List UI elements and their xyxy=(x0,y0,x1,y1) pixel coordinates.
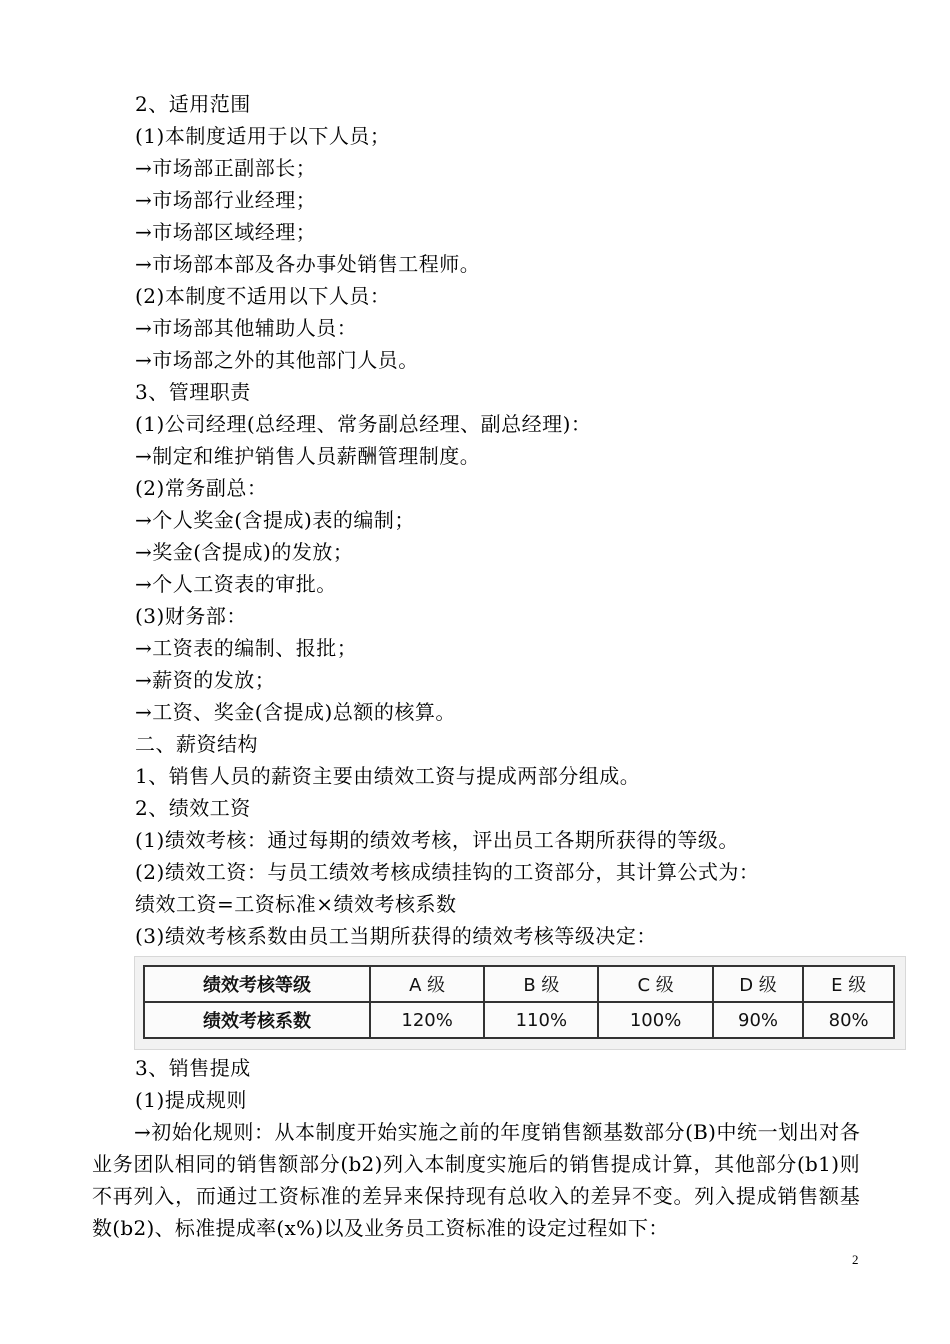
text-line: (1)绩效考核：通过每期的绩效考核，评出员工各期所获得的等级。 xyxy=(135,828,739,852)
grade-table-image xyxy=(134,956,906,1050)
table-row xyxy=(144,966,894,1002)
table-cell: 绩效考核系数 xyxy=(144,1002,370,1038)
table-cell: A 级 xyxy=(370,966,484,1002)
bullet-line: →市场部行业经理； xyxy=(135,188,317,212)
formula-line: 绩效工资=工资标准×绩效考核系数 xyxy=(135,892,457,916)
bullet-line: →个人奖金(含提成)表的编制； xyxy=(135,508,415,532)
text-line: (1)提成规则 xyxy=(135,1088,247,1112)
chapter-heading: 二、薪资结构 xyxy=(135,732,258,756)
bullet-line: →制定和维护销售人员薪酬管理制度。 xyxy=(135,444,481,468)
table-cell: 110% xyxy=(484,1002,598,1038)
text-line: (2)本制度不适用以下人员： xyxy=(135,284,391,308)
table-cell: C 级 xyxy=(598,966,712,1002)
bullet-line: →市场部本部及各办事处销售工程师。 xyxy=(135,252,481,276)
bullet-line: →工资表的编制、报批； xyxy=(135,636,358,660)
body-paragraph: →初始化规则：从本制度开始实施之前的年度销售额基数部分(B)中统一划出对各业务团队相同的销售额部分(b2)列入本制度实施后的销售提成计算，其他部分(b1)则不再列入，而通过工资标准的差异来保持现有总收入的差异不变。列入提成销售额基数(b2)、标准提成率(x%)以及业务员工资标准的设定过程如下： xyxy=(92,1120,860,1240)
table-cell: B 级 xyxy=(484,966,598,1002)
table-cell: 120% xyxy=(370,1002,484,1038)
text-line: (2)绩效工资：与员工绩效考核成绩挂钩的工资部分，其计算公式为： xyxy=(135,860,760,884)
table-cell: E 级 xyxy=(803,966,894,1002)
section-heading: 3、销售提成 xyxy=(135,1056,251,1080)
section-heading: 2、适用范围 xyxy=(135,92,251,116)
text-line: (2)常务副总： xyxy=(135,476,268,500)
bullet-line: →市场部其他辅助人员： xyxy=(135,316,358,340)
text-line: (1)公司经理(总经理、常务副总经理、副总经理)： xyxy=(135,412,592,436)
bullet-line: →个人工资表的审批。 xyxy=(135,572,337,596)
grade-coefficient-table xyxy=(143,965,895,1039)
bullet-line: →薪资的发放； xyxy=(135,668,276,692)
text-line: (1)本制度适用于以下人员； xyxy=(135,124,391,148)
bullet-line: →市场部之外的其他部门人员。 xyxy=(135,348,419,372)
bullet-line: →工资、奖金(含提成)总额的核算。 xyxy=(135,700,456,724)
table-row xyxy=(144,1002,894,1038)
bullet-line: →市场部区域经理； xyxy=(135,220,317,244)
section-heading: 3、管理职责 xyxy=(135,380,251,404)
bullet-line: →奖金(含提成)的发放； xyxy=(135,540,354,564)
section-heading: 2、绩效工资 xyxy=(135,796,251,820)
table-cell: 绩效考核等级 xyxy=(144,966,370,1002)
text-line: (3)绩效考核系数由员工当期所获得的绩效考核等级决定： xyxy=(135,924,657,948)
text-line: (3)财务部： xyxy=(135,604,247,628)
table-cell: 100% xyxy=(598,1002,712,1038)
text-line: 1、销售人员的薪资主要由绩效工资与提成两部分组成。 xyxy=(135,764,641,788)
page-number: 2 xyxy=(852,1252,859,1267)
table-cell: D 级 xyxy=(713,966,804,1002)
table-cell: 80% xyxy=(803,1002,894,1038)
table-cell: 90% xyxy=(713,1002,804,1038)
bullet-line: →市场部正副部长； xyxy=(135,156,317,180)
